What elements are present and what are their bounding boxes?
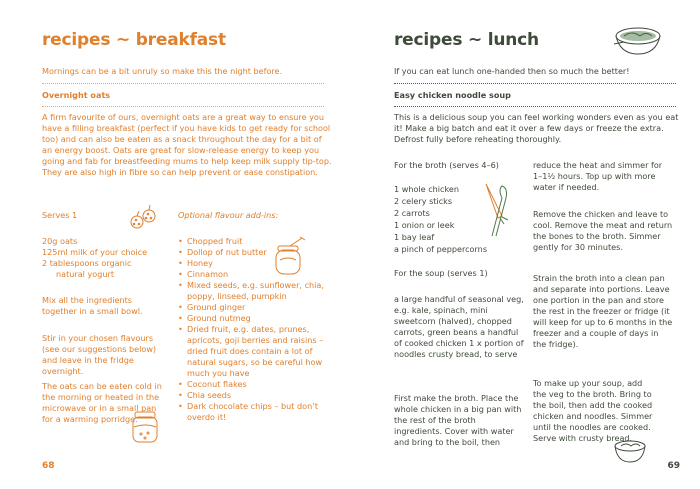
honey-jar-icon — [272, 236, 308, 278]
method-step: Strain the broth into a clean pan and separate into portions. Leave one portion in the pan and store the rest in the freezer or fridge (it will keep for up to 6 months in the freezer and a couple of days in the fridge). — [533, 273, 673, 349]
method-step: reduce the heat and simmer for 1–1½ hours. Top up with more water if needed. — [533, 160, 663, 192]
addin-item: • Dollop of nut butter — [178, 247, 338, 258]
soup-bowl-icon — [612, 24, 664, 58]
page-title-lunch: recipes ~ lunch — [394, 30, 539, 50]
recipe-description: A firm favourite of ours, overnight oats are a great way to ensure you have a filling breakfast (perfect if you have kids to get ready for school too) and can also be eaten as a snack throughout the day for a bit of an energy boost. Oats are great for slow-release energy to keep you going and fab for breastfeeding mums to help keep milk supply tip-top. They are also high in fibre so can help prevent or ease constipation. — [42, 112, 332, 177]
addin-item: • Ground nutmeg — [178, 313, 338, 324]
recipe-title: Easy chicken noodle soup — [394, 90, 511, 100]
method-step: First make the broth. Place the whole chicken in a big pan with the rest of the broth ingredients. Cover with water and bring to the boil, then — [394, 393, 522, 447]
recipe-title: Overnight oats — [42, 90, 111, 100]
addin-item: • Honey — [178, 258, 338, 269]
method-step: Stir in your chosen flavours (see our suggestions below) and leave in the fridge overnight. — [42, 333, 157, 376]
ingredient-item: a pinch of peppercorns — [394, 244, 488, 254]
addin-item: • Chopped fruit — [178, 236, 338, 247]
page-number: 68 — [42, 461, 55, 471]
ingredient-item: 20g oats — [42, 236, 78, 246]
addins-title: Optional flavour add-ins: — [178, 210, 279, 220]
divider — [394, 83, 676, 84]
method-step: Remove the chicken and leave to cool. Remove the meat and return the bones to the broth. Simmer gently for 30 minutes. — [533, 209, 673, 252]
addin-item: • Ground ginger — [178, 302, 338, 313]
addin-item: • Coconut flakes — [178, 379, 338, 390]
recipe-description: This is a delicious soup you can feel working wonders even as you eat it! Make a big batch and eat it over a few days or freeze the extra. Defrost fully before reheating thoroughly. — [394, 112, 679, 144]
addin-item: • Dried fruit, e.g. dates, prunes, apricots, goji berries and raisins – dried fruit does contain a lot of natural sugars, so be careful how much you have — [178, 324, 338, 379]
berries-icon — [128, 202, 158, 234]
page-number: 69 — [667, 461, 680, 471]
ingredient-item: 2 carrots — [394, 208, 430, 218]
addin-item: • Chia seeds — [178, 390, 338, 401]
soup-ingredients: a large handful of seasonal veg, e.g. kale, spinach, mini sweetcorn (halved), chopped carrots, green beans a handful of cooked chicken 1 x portion of noodles crusty bread, to serve — [394, 294, 524, 359]
ingredient-item: 1 bay leaf — [394, 232, 435, 242]
ingredient-item: 125ml milk of your choice — [42, 247, 148, 257]
ingredient-item: 2 tablespoons organic — [42, 258, 132, 268]
addin-item: • Mixed seeds, e.g. sunflower, chia, poppy, linseed, pumpkin — [178, 280, 338, 302]
jar-icon — [128, 407, 162, 445]
intro-text: If you can eat lunch one-handed then so much the better! — [394, 66, 630, 76]
intro-text: Mornings can be a bit unruly so make this the night before. — [42, 66, 283, 76]
addin-item: • Cinnamon — [178, 269, 338, 280]
addin-item: • Dark chocolate chips – but don’t overdo it! — [178, 401, 338, 423]
addins-list — [178, 236, 338, 423]
ingredient-item: 1 onion or leek — [394, 220, 455, 230]
carrot-celery-icon — [478, 178, 514, 238]
method-step: To make up your soup, add the veg to the broth. Bring to the boil, then add the cooked chicken and noodles. Simmer until the noodles are cooked. Serve with crusty bread. — [533, 378, 653, 443]
divider — [394, 106, 676, 107]
bowl-icon — [612, 436, 648, 466]
serves-label: Serves 1 — [42, 210, 78, 220]
ingredient-item: 1 whole chicken — [394, 184, 460, 194]
ingredient-item: 2 celery sticks — [394, 196, 453, 206]
method-step: The oats can be eaten cold in the morning or heated in the microwave or in a small pan for a warming porridge. — [42, 381, 162, 424]
broth-title: For the broth (serves 4–6) — [394, 160, 499, 170]
ingredient-item: natural yogurt — [56, 269, 115, 279]
soup-title: For the soup (serves 1) — [394, 268, 488, 278]
divider — [42, 106, 324, 107]
divider — [42, 83, 324, 84]
page-title-breakfast: recipes ~ breakfast — [42, 30, 226, 50]
right-page — [350, 0, 700, 489]
method-step: Mix all the ingredients together in a small bowl. — [42, 295, 143, 316]
